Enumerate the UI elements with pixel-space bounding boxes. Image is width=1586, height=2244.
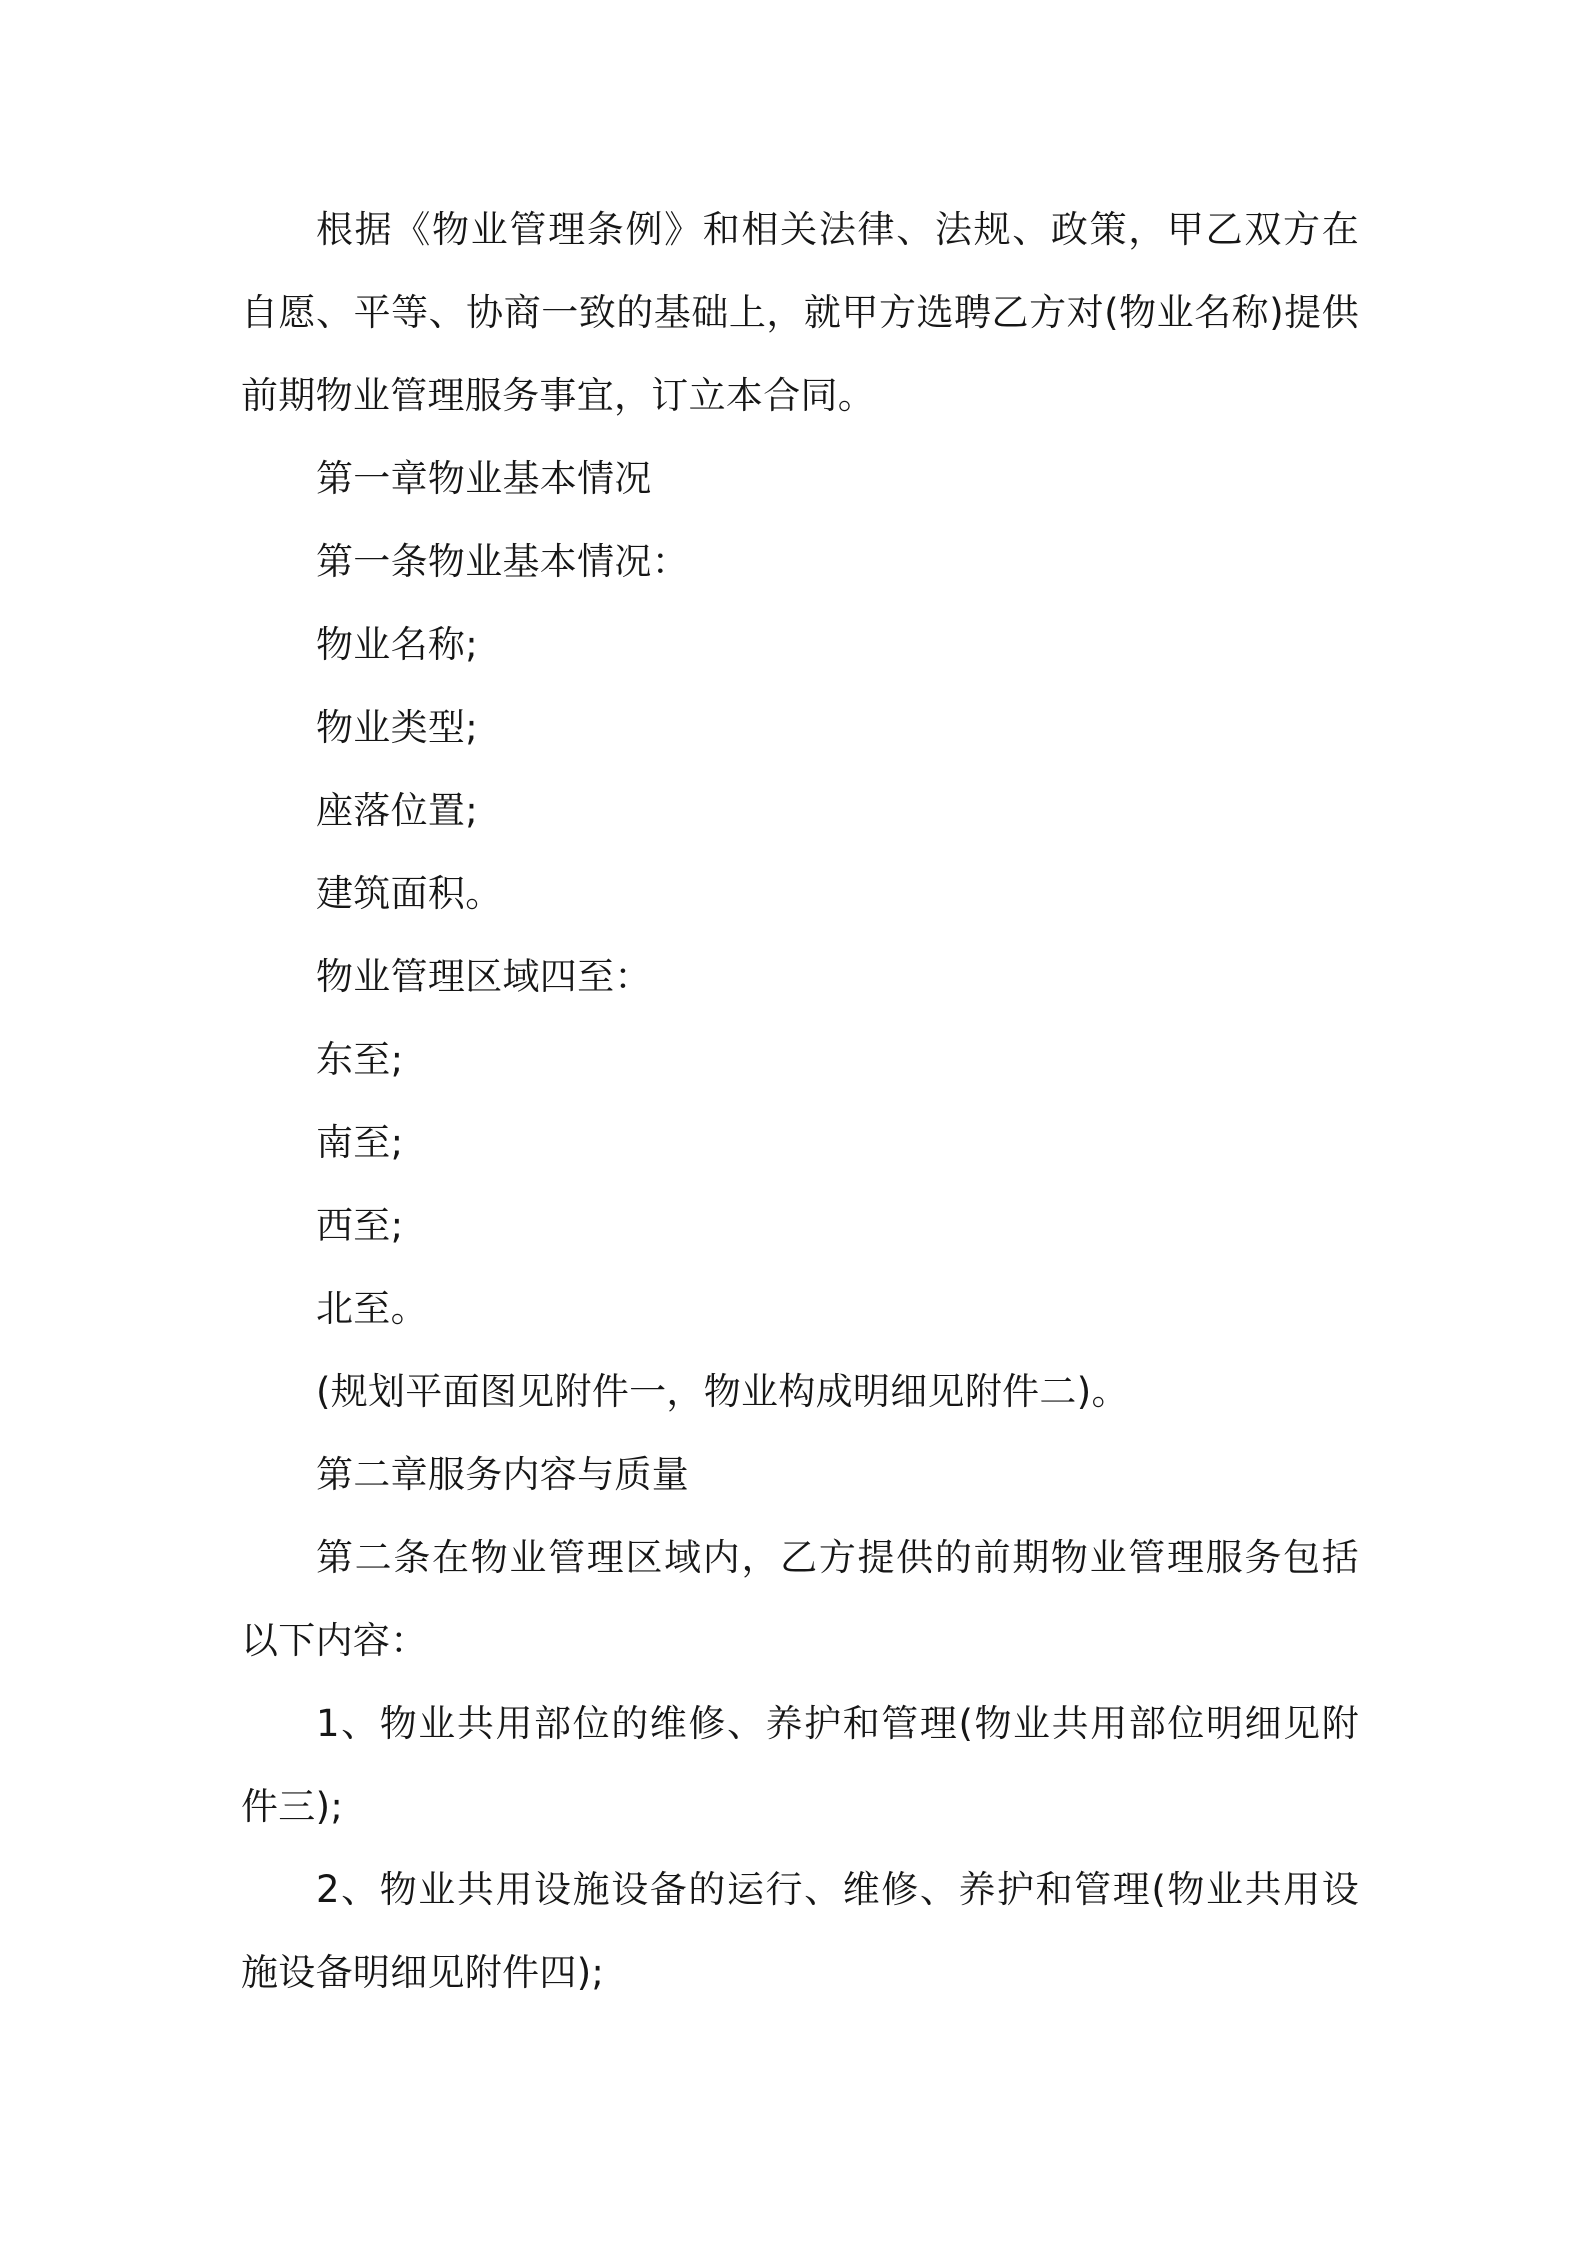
boundaries-heading: 物业管理区域四至： <box>316 955 652 998</box>
attachments-note: (规划平面图见附件一，物业构成明细见附件二)。 <box>316 1370 1129 1413</box>
service-item-1: 1、物业共用部位的维修、养护和管理(物业共用部位明细见附件三); <box>241 1702 1359 1828</box>
service-item-2: 2、物业共用设施设备的运行、维修、养护和管理(物业共用设施设备明细见附件四); <box>241 1868 1359 1994</box>
intro-paragraph: 根据《物业管理条例》和相关法律、法规、政策，甲乙双方在自愿、平等、协商一致的基础上，就甲方选聘乙方对(物业名称)提供前期物业管理服务事宜，订立本合同。 <box>241 208 1359 417</box>
article-1-heading: 第一条物业基本情况： <box>316 540 689 583</box>
chapter-1-heading: 第一章物业基本情况 <box>316 457 652 500</box>
property-name-line: 物业名称; <box>316 623 478 666</box>
east-boundary-line: 东至; <box>316 1038 404 1081</box>
article-2-paragraph: 第二条在物业管理区域内，乙方提供的前期物业管理服务包括以下内容： <box>241 1536 1359 1662</box>
north-boundary-line: 北至。 <box>316 1287 428 1330</box>
building-area-line: 建筑面积。 <box>316 872 503 915</box>
chapter-2-heading: 第二章服务内容与质量 <box>316 1453 689 1496</box>
south-boundary-line: 南至; <box>316 1121 404 1164</box>
property-type-line: 物业类型; <box>316 706 478 749</box>
west-boundary-line: 西至; <box>316 1204 404 1247</box>
location-line: 座落位置; <box>316 789 478 832</box>
